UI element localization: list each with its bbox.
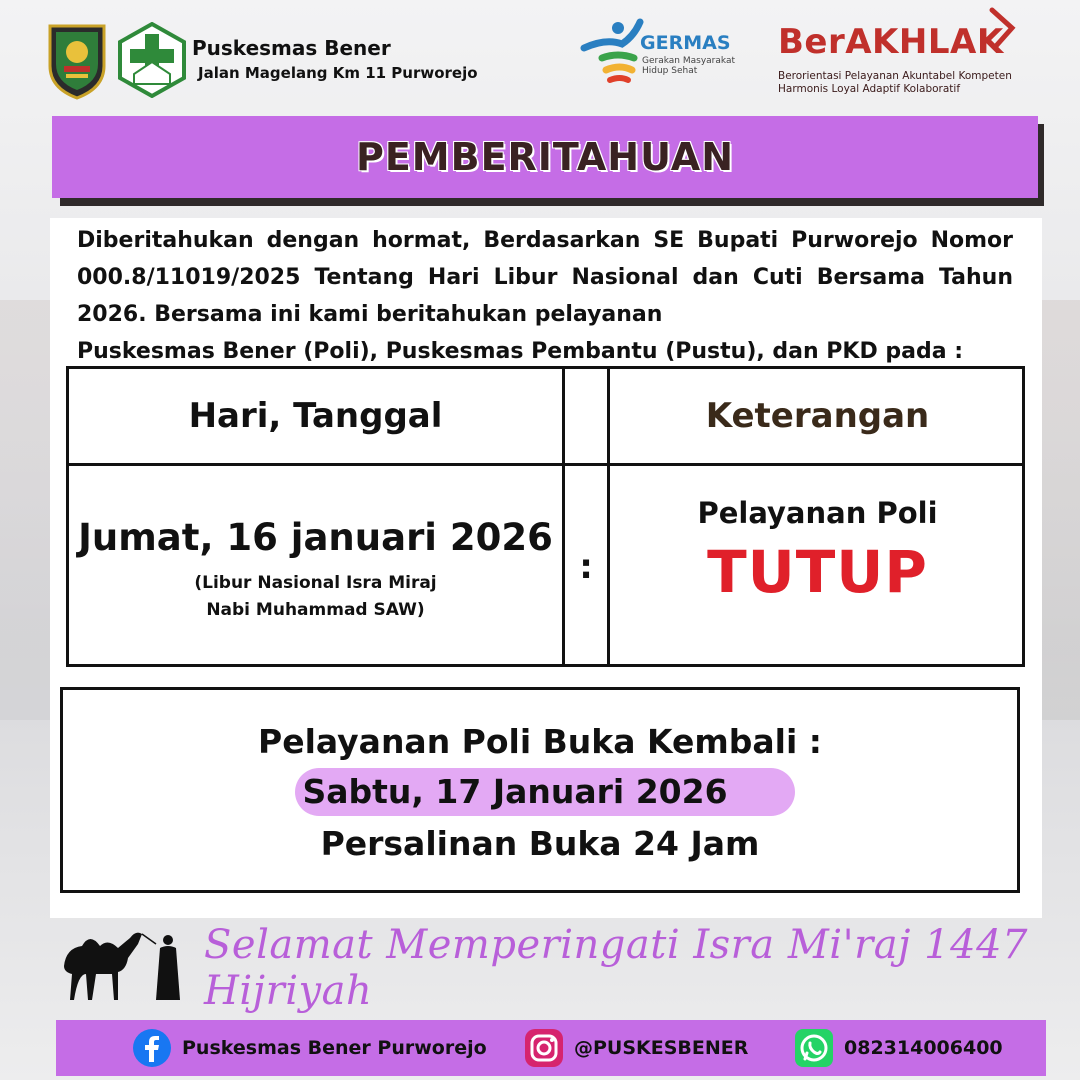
berakhlak-title: BerAKHLAK [778, 22, 1004, 62]
table-header-remark: Keterangan [705, 396, 930, 436]
reopen-title: Pelayanan Poli Buka Kembali : [258, 722, 822, 761]
birth-service-note: Persalinan Buka 24 Jam [320, 824, 760, 863]
intro-text-main: Diberitahukan dengan hormat, Berdasarkan SE Bupati Purworejo Nomor 000.8/11019/2025 Tentang Hari Libur Nasional dan Cuti Bersama Tahun 2026. Bersama ini kami beritahukan pelayanan [77, 228, 1013, 327]
camel-rider-icon [56, 918, 196, 1004]
table-cell-date [69, 466, 562, 667]
org-address: Jalan Magelang Km 11 Purworejo [198, 64, 478, 82]
instagram-label: @PUSKESBENER [574, 1037, 749, 1059]
schedule-table [66, 366, 1025, 667]
intro-text-last: Puskesmas Bener (Poli), Puskesmas Pembantu (Pustu), dan PKD pada : [77, 339, 964, 364]
berakhlak-logo-icon [986, 6, 1018, 52]
puskesmas-logo-icon [118, 22, 186, 98]
germas-subtitle: Gerakan Masyarakat Hidup Sehat [642, 56, 735, 76]
page-title: PEMBERITAHUAN [355, 135, 735, 179]
table-cell-remark [610, 466, 1025, 667]
whatsapp-label: 082314006400 [844, 1037, 1003, 1059]
status-closed: TUTUP [707, 538, 928, 606]
header [0, 0, 1080, 110]
instagram-icon [524, 1028, 564, 1068]
title-banner [52, 116, 1038, 198]
holiday-date: Jumat, 16 januari 2026 [78, 516, 553, 559]
table-colon: : [579, 546, 593, 587]
berakhlak-subtitle: Berorientasi Pelayanan Akuntabel Kompeten Harmonis Loyal Adaptif Kolaboratif [778, 70, 1012, 95]
intro-paragraph [77, 222, 1013, 370]
greeting-text: Selamat Memperingati Isra Mi'raj 1447 Hijriyah [204, 922, 1028, 1014]
facebook-label: Puskesmas Bener Purworejo [182, 1037, 487, 1059]
service-label: Pelayanan Poli [697, 496, 938, 530]
germas-logo-icon [578, 14, 748, 94]
footer-bar [56, 1020, 1046, 1076]
germas-title: GERMAS [640, 32, 731, 54]
footer-instagram[interactable] [524, 1020, 748, 1076]
facebook-icon [132, 1028, 172, 1068]
footer-facebook[interactable] [132, 1020, 487, 1076]
holiday-note-line2: Nabi Muhammad SAW) [206, 600, 425, 620]
whatsapp-icon [794, 1028, 834, 1068]
footer-whatsapp[interactable] [794, 1020, 1003, 1076]
kabupaten-logo-icon [44, 22, 110, 100]
org-name: Puskesmas Bener [192, 36, 391, 60]
reopen-date: Sabtu, 17 Januari 2026 [302, 772, 728, 811]
holiday-note [69, 570, 562, 624]
holiday-note-line1: (Libur Nasional Isra Miraj [194, 573, 437, 593]
table-header-date: Hari, Tanggal [188, 396, 443, 436]
reopen-box [60, 687, 1020, 893]
